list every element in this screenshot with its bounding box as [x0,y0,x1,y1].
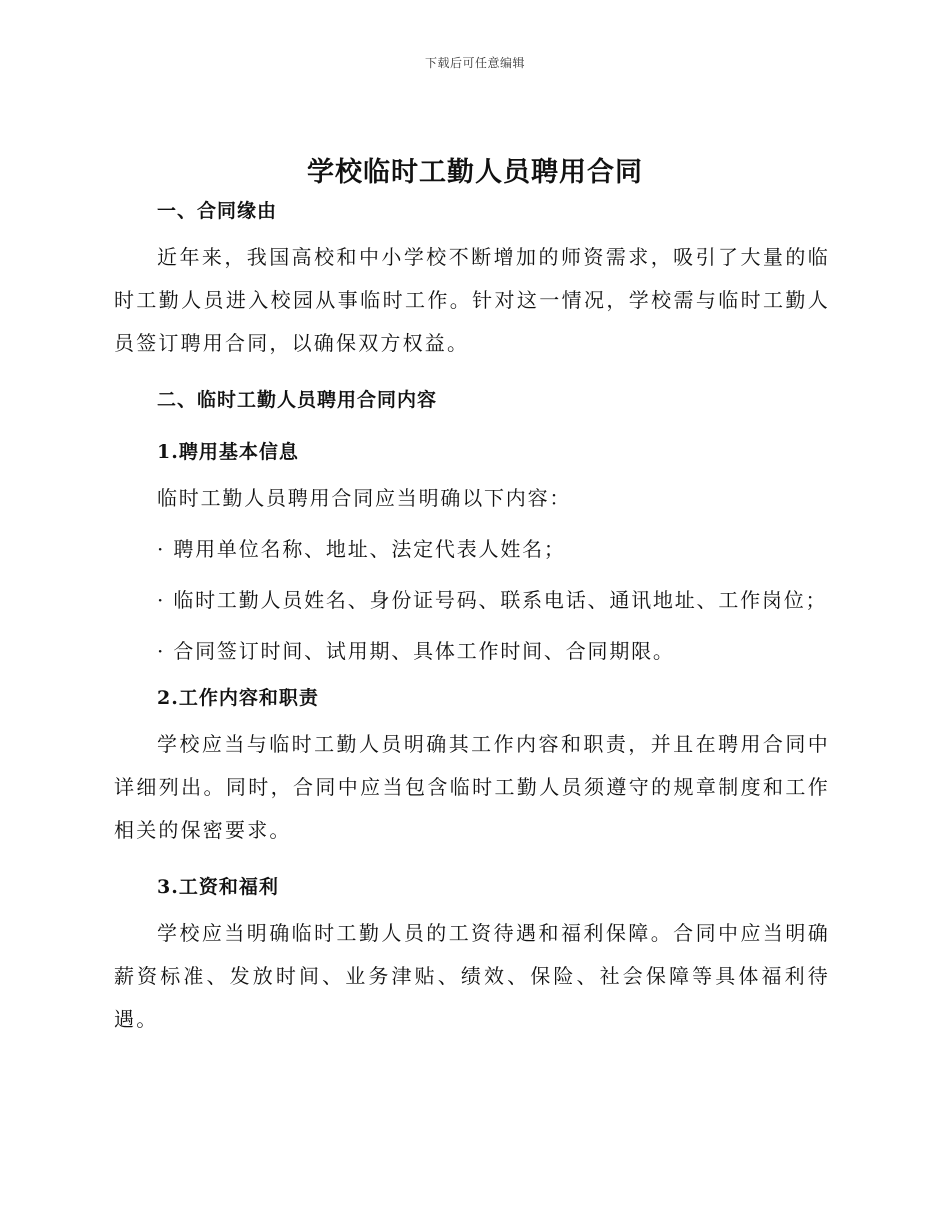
section-heading-contents: 二、临时工勤人员聘用合同内容 [157,389,438,411]
basic-info-intro: 临时工勤人员聘用合同应当明确以下内容： [157,486,572,510]
page-header-note: 下载后可任意编辑 [424,56,525,70]
document-title: 学校临时工勤人员聘用合同 [307,157,643,188]
subsection-heading-basic-info: 1.聘用基本信息 [157,441,299,463]
list-item: · 合同签订时间、试用期、具体工作时间、合同期限。 [157,639,675,663]
subsection-heading-duties: 2.工作内容和职责 [157,687,319,709]
duties-paragraph: 学校应当与临时工勤人员明确其工作内容和职责，并且在聘用合同中详细列出。同时，合同中应当包含临时工勤人员须遵守的规章制度和工作相关的保密要求。 [114,732,830,842]
subsection-heading-salary: 3.工资和福利 [157,876,279,898]
list-item: · 临时工勤人员姓名、身份证号码、联系电话、通讯地址、工作岗位； [157,588,828,612]
document-body [114,194,830,1041]
salary-paragraph: 学校应当明确临时工勤人员的工资待遇和福利保障。合同中应当明确薪资标准、发放时间、业务津贴、绩效、保险、社会保障等具体福利待遇。 [114,921,830,1031]
section-heading-reason: 一、合同缘由 [157,200,278,222]
list-item: · 聘用单位名称、地址、法定代表人姓名； [157,537,566,561]
section-paragraph-reason: 近年来，我国高校和中小学校不断增加的师资需求，吸引了大量的临时工勤人员进入校园从事临时工作。针对这一情况，学校需与临时工勤人员签订聘用合同，以确保双方权益。 [114,245,830,355]
